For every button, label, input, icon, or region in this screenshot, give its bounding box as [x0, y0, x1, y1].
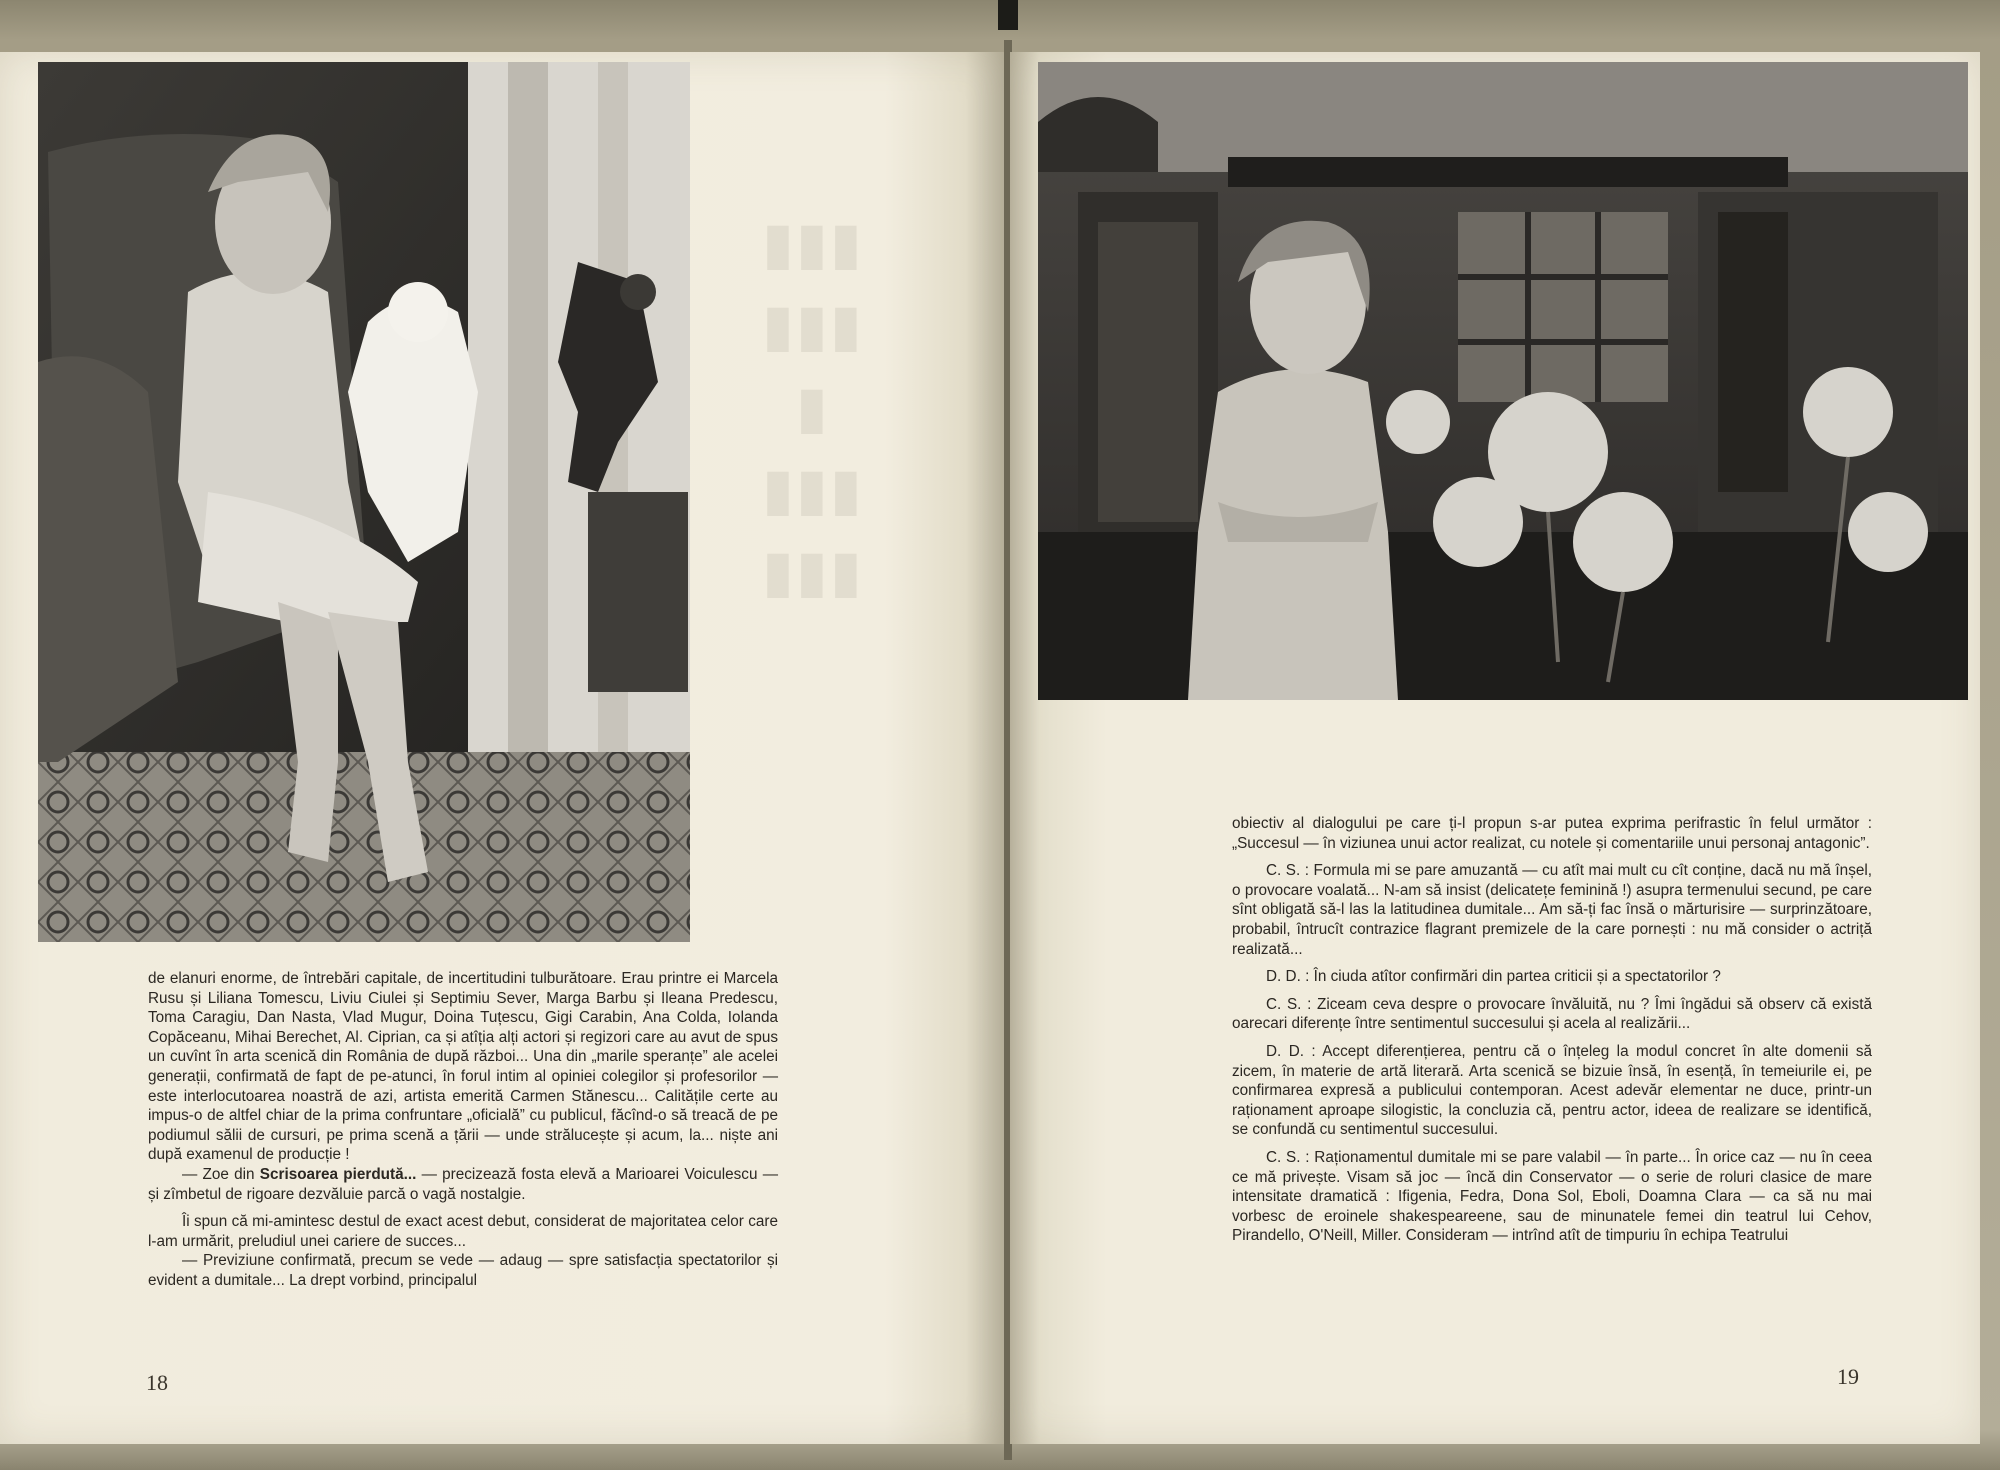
dialogue-cs: C. S. : Ziceam ceva despre o provocare învăluită, nu ? Îmi îngădui să observ că există oarecari diferențe între sentimentul succesului și acela al realizării... [1232, 995, 1872, 1033]
page-number-left: 18 [146, 1370, 168, 1395]
right-text-column [1232, 814, 1872, 1246]
right-page [1010, 52, 1980, 1444]
dialogue-dd: D. D. : În ciuda atîtor confirmări din partea criticii și a spectatorilor ? [1266, 968, 1721, 986]
dialogue-cs: C. S. : Formula mi se pare amuzantă — cu atît mai mult cu cît conține, dacă nu mă înșel, o provocare voalată... N-am să insist (delicatețe feminină !) asupra termenului secund, pe care sînt obligată să-l las la latitudinea dumitale... Am să-ți fac însă o mărturisire — surprinzătoare, probabil, întrucît contrazice flagrant premizele de la care pornești : nu mă consider o actriță realizată... [1232, 862, 1872, 958]
show-through-title: ▮▮▮ ▮▮▮ ▮ ▮▮▮ ▮▮▮ [762, 209, 864, 605]
page-number-right: 19 [1837, 1364, 1859, 1389]
photo-woman-with-dog [38, 62, 690, 942]
left-text-column [148, 969, 778, 1291]
paragraph-zoe [148, 1165, 778, 1204]
dialogue-dd: D. D. : Accept diferențierea, pentru că o înțeleg la modul concret în alte domenii să zicem, în materie de artă literară. Arta scenică se bizuie însă, în esență, în temeiurile ei, pe confirmarea expresă a publicului contemporan. Acest adevăr elementar ne duce, printr-un raționament aproape silogistic, la concluzia că, pentru actor, ideea de realizare se identifică, se confundă cu sentimentul succesului. [1232, 1042, 1872, 1139]
paragraph-part: — Zoe din [182, 1165, 260, 1183]
photo-woman-at-cabinet [1038, 62, 1968, 700]
paragraph: obiectiv al dialogului pe care ți-l propun s-ar putea exprima perifrastic în felul următor : „Succesul — în viziunea unui actor realizat, cu notele și comentariile unui personaj antagonic”. [1232, 815, 1872, 852]
paragraph: de elanuri enorme, de întrebări capitale, de incertitudini tulburătoare. Erau printre ei Marcela Rusu și Liliana Tomescu, Liviu Ciulei și Septimiu Sever, Marga Barbu și Ileana Predescu, Toma Caragiu, Dan Nasta, Vlad Mugur, Doina Tuțescu, Gigi Carabin, Ana Colda, Iolanda Copăceanu, Mihai Berechet, Al. Ciprian, ca și atîția alți actori și regizori care au avut de spus un cuvînt în arta scenică din România de după război... Una din „marile speranțe” ale acelei generații, confirmată de fapt de pe-atunci, în forul intim al opiniei colegilor și profesorilor — este interlocutoarea noastră de azi, artista emerită Carmen Stănescu... Calitățile certe au impus-o de altfel chiar de la prima confruntare „oficială” cu publicul, făcînd-o să treacă de pe podiumul sălii de cursuri, pe prima scenă a țării — unde strălucește și acum, la... niște ani după examenul de producție ! [148, 970, 778, 1164]
play-title: Scrisoarea pierdută... [259, 1165, 417, 1183]
paragraph: Îi spun că mi-amintesc destul de exact acest debut, considerat de majoritatea celor care l-am urmărit, preludiul unei cariere de succes... [148, 1213, 778, 1250]
dialogue-cs: C. S. : Raționamentul dumitale mi se pare valabil — în parte... În orice caz — nu în ceea ce mă privește. Visam să joc — încă din Conservator — o serie de roluri clasice de mare intensitate dramatică : Ifigenia, Fedra, Dona Sol, Eboli, Doamna Clara — ca să nu mai vorbesc de eroinele shakespeareene, sau de minunatele femei din teatrul lui Cehov, Pirandello, O'Neill, Miller. Consideram — intrînd atît de timpuriu în echipa Teatrului [1232, 1148, 1872, 1245]
paragraph-part: — precizează fosta elevă a Marioarei Voiculescu — și zîmbetul de rigoare dezvăluie parcă o vagă nostalgie. [148, 1165, 778, 1203]
left-page [0, 52, 1006, 1444]
paragraph: — Previziune confirmată, precum se vede — adaug — spre satisfacția spectatorilor și evident a dumitale... La drept vorbind, principalul [148, 1252, 778, 1289]
spine-top [998, 0, 1018, 30]
